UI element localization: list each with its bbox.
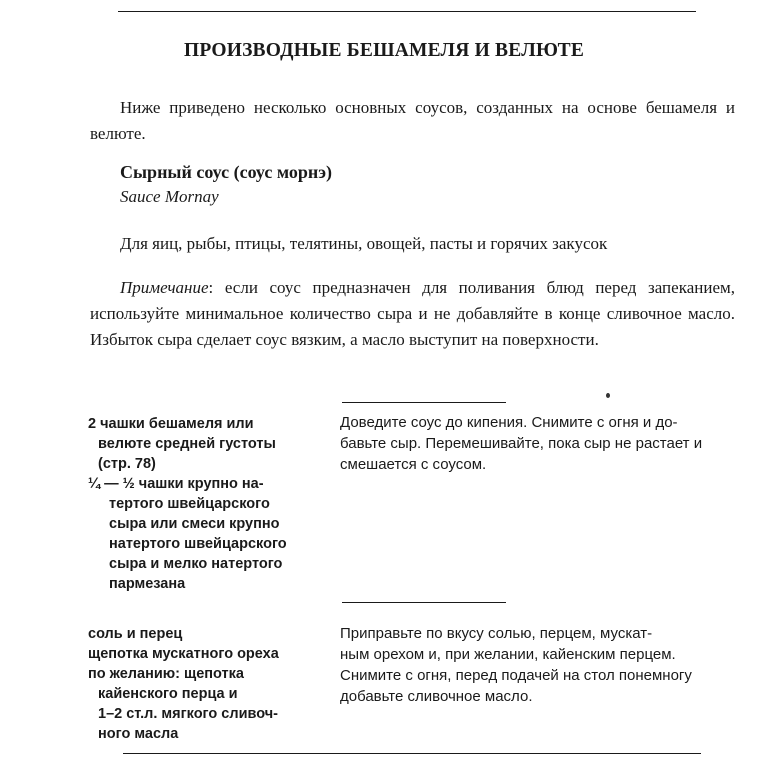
recipe-usage: Для яиц, рыбы, птицы, телятины, овощей, пасты и горячих закусок [120,234,608,253]
intro-paragraph: Ниже приведено несколько основных соусов, созданных на основе бешамеля и велюте. [90,98,735,143]
ingredient-list [88,414,338,594]
method-step [340,412,760,475]
step-separator [342,402,506,403]
ingredient-line: ¼ — ½ чашки крупно на- [88,476,264,492]
note-label: Примечание [120,278,209,297]
ingredient-line: щепотка мускатного ореха [88,646,279,662]
method-step [340,623,760,707]
scan-speck [606,393,610,398]
ingredient-line: сыра или смеси крупно [109,516,280,532]
top-rule [118,11,696,12]
ingredient-line: по желанию: щепотка [88,666,244,682]
ingredient-line: соль и перец [88,626,183,642]
method-line: Приправьте по вкусу солью, перцем, мускат- [340,625,653,642]
recipe-note [90,275,735,353]
method-line: Снимите с огня, перед подачей на стол понемногу [340,667,692,684]
ingredient-line: сыра и мелко натертого [109,556,283,572]
method-line: смешается с соусом. [340,456,487,473]
method-line: бавьте сыр. Перемешивайте, пока сыр не растает и [340,435,703,452]
method-line: добавьте сливочное масло. [340,688,533,705]
ingredient-line: натертого швейцарского [109,536,287,552]
ingredient-line: ного масла [98,726,179,742]
ingredient-line: велюте средней густоты [98,436,276,452]
method-line: ным орехом и, при желании, кайенским перцем. [340,646,676,663]
bottom-rule [123,753,701,754]
step-separator [342,602,506,603]
page-title: ПРОИЗВОДНЫЕ БЕШАМЕЛЯ И ВЕЛЮТЕ [183,40,585,61]
ingredient-line: 1–2 ст.л. мягкого сливоч- [98,706,278,722]
ingredient-list [88,624,338,744]
note-text: : если соус предназначен для поливания блюд перед запеканием, используйте минимальное количество сыра и не добавляйте в конце сливочное масло. Избыток сыра сделает соус вязким, а масло выступит на поверхности. [90,278,735,349]
ingredient-line: (стр. 78) [98,456,156,472]
ingredient-line: пармезана [109,576,186,592]
ingredient-line: 2 чашки бешамеля или [88,416,254,432]
method-line: Доведите соус до кипения. Снимите с огня и до- [340,414,678,431]
recipe-title: Сырный соус (соус морнэ) [120,162,333,182]
recipe-subtitle: Sauce Mornay [120,187,219,206]
ingredient-line: кайенского перца и [98,686,238,702]
ingredient-line: тертого швейцарского [109,496,270,512]
